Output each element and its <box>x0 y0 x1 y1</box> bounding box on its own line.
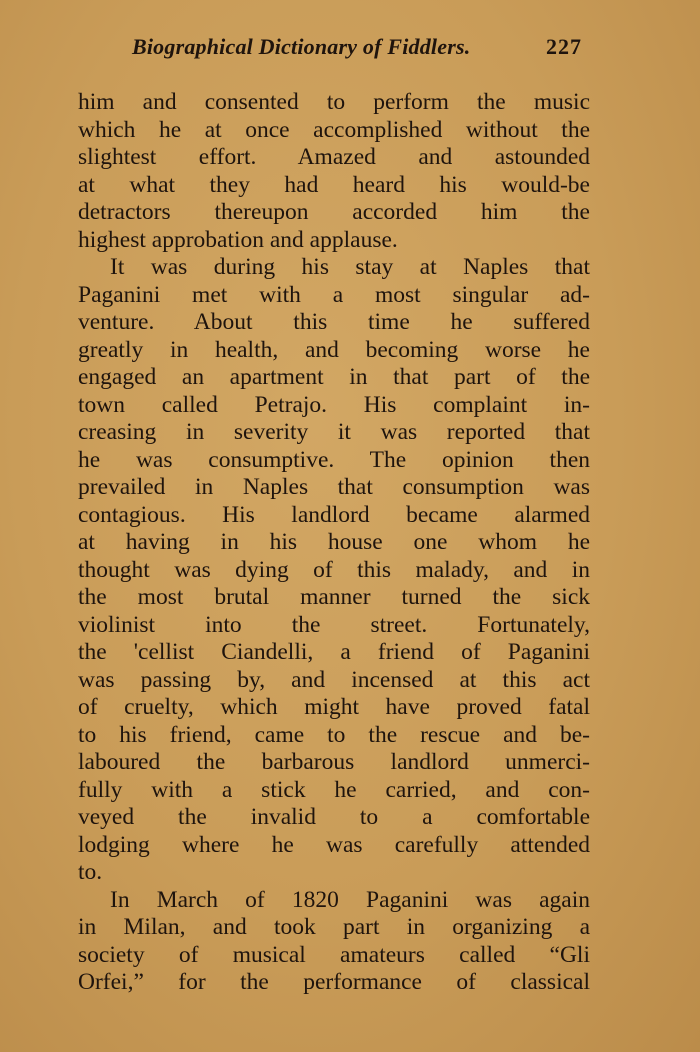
text-line: detractors thereupon accorded him the <box>78 199 590 225</box>
running-title: Biographical Dictionary of Fiddlers. <box>132 34 471 59</box>
text-line: society of musical amateurs called “Gli <box>78 941 590 968</box>
text-line: Paganini met with a most singular ad- <box>78 281 590 308</box>
text-line: veyed the invalid to a comfortable <box>78 804 590 830</box>
text-line: town called Petrajo. His complaint in- <box>78 391 590 418</box>
text-line: the most brutal manner turned the sick <box>78 584 590 610</box>
text-line: It was during his stay at Naples that <box>110 254 590 280</box>
text-line: creasing in severity it was reported that <box>78 419 590 445</box>
text-line: slightest effort. Amazed and astounded <box>78 144 590 170</box>
text-line: which he at once accomplished without the <box>78 116 590 143</box>
text-line: venture. About this time he suffered <box>78 309 590 335</box>
text-line: him and consented to perform the music <box>78 89 590 115</box>
text-line: to. <box>78 859 103 885</box>
text-line: In March of 1820 Paganini was again <box>110 886 590 913</box>
text-line: laboured the barbarous landlord unmerci- <box>78 749 590 775</box>
text-line: at having in his house one whom he <box>78 529 590 555</box>
text-line: lodging where he was carefully attended <box>78 831 590 858</box>
text-line: in Milan, and took part in organizing a <box>78 914 590 940</box>
text-line: to his friend, came to the rescue and be- <box>78 721 590 748</box>
body-text <box>78 89 590 997</box>
text-line: was passing by, and incensed at this act <box>78 666 590 693</box>
text-line: the 'cellist Ciandelli, a friend of Paganini <box>78 639 590 665</box>
text-line: he was consumptive. The opinion then <box>78 446 590 473</box>
text-line: of cruelty, which might have proved fatal <box>78 694 590 720</box>
text-line: prevailed in Naples that consumption was <box>78 474 590 500</box>
text-line: contagious. His landlord became alarmed <box>78 501 590 528</box>
page-number: 227 <box>546 34 582 59</box>
text-line: at what they had heard his would-be <box>78 171 590 198</box>
text-line: violinist into the street. Fortunately, <box>78 611 590 638</box>
text-line: engaged an apartment in that part of the <box>78 364 590 390</box>
text-line: thought was dying of this malady, and in <box>78 556 590 583</box>
page-header <box>0 34 700 66</box>
text-line: highest approbation and applause. <box>78 226 398 253</box>
text-line: fully with a stick he carried, and con- <box>78 776 590 803</box>
text-line: Orfei,” for the performance of classical <box>78 969 590 995</box>
text-line: greatly in health, and becoming worse he <box>78 336 590 363</box>
